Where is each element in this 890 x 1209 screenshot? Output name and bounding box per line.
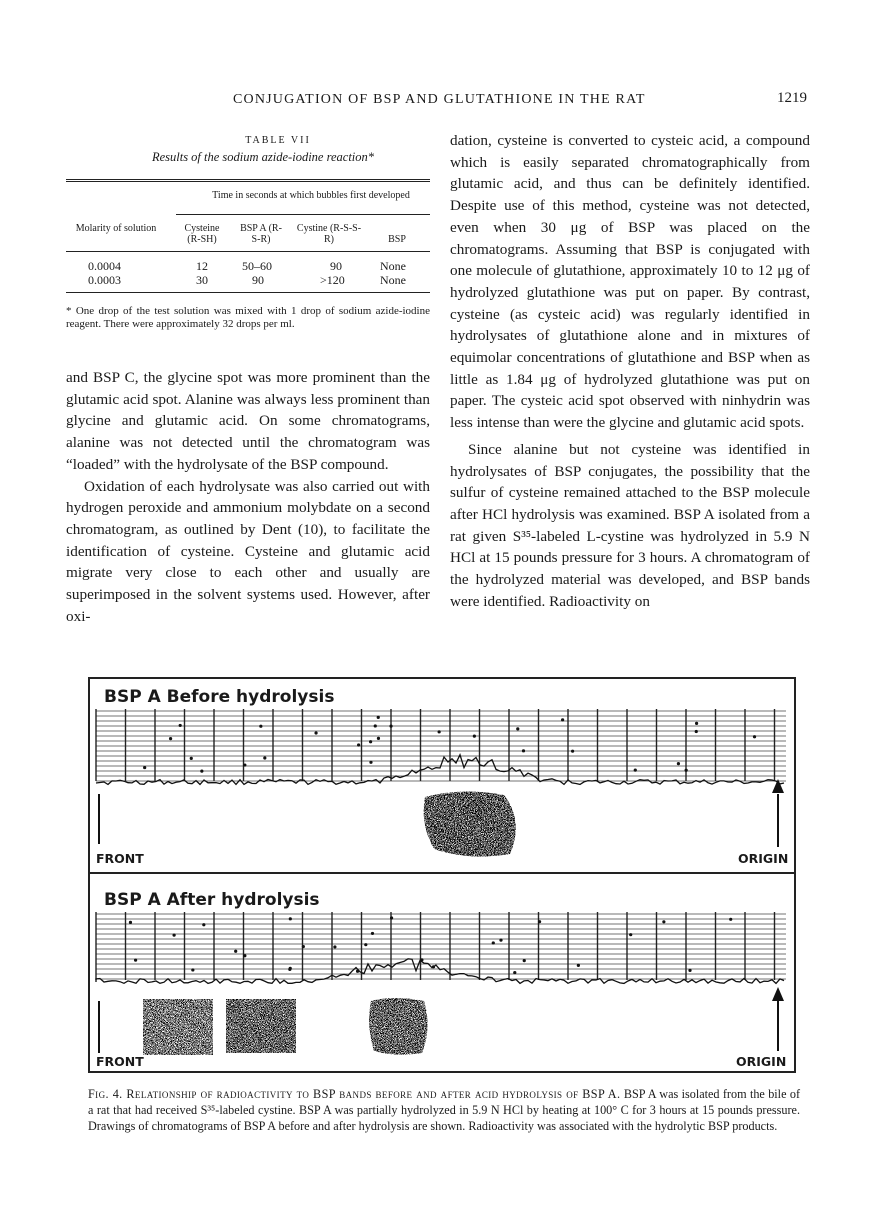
table-col-bsp: BSP bbox=[388, 234, 406, 245]
table-title: Results of the sodium azide-iodine reaction* bbox=[151, 150, 375, 164]
table-cell: 50–60 bbox=[242, 259, 272, 273]
origin-arrow-head bbox=[772, 987, 784, 1001]
right-paragraph-2: Since alanine but not cysteine was identified in hydrolysates of BSP conjugates, the possibility that the sulfur of cysteine remained attached to the BSP molecule after HCl hydrolysis was examined. BSP A isolated from a rat given S³⁵-labeled L-cystine was hydrolyzed in 5.9 N HCl at 15 pounds pressure for 3 hours. A chromatogram of the hydrolyzed material was developed, and BSP bands were identified. Radioactivity on bbox=[450, 440, 810, 610]
panel-bottom-title: BSP A After hydrolysis bbox=[104, 890, 320, 910]
table-vii bbox=[66, 135, 430, 330]
table-cell: >120 bbox=[320, 273, 345, 287]
running-head: CONJUGATION OF BSP AND GLUTATHIONE IN THE RAT bbox=[233, 92, 646, 107]
table-cell: 12 bbox=[196, 259, 208, 273]
radioactive-band bbox=[369, 998, 427, 1055]
origin-label-bottom: ORIGIN bbox=[736, 1054, 787, 1069]
table-col-cystine: Cystine (R-S-S-R) bbox=[296, 223, 362, 245]
panel-top-title: BSP A Before hydrolysis bbox=[104, 687, 335, 707]
table-top-rule-2 bbox=[66, 181, 430, 182]
radioactive-band bbox=[226, 999, 296, 1053]
table-col-bsp-a: BSP A (R-S-R) bbox=[240, 223, 282, 245]
table-footnote: * One drop of the test solution was mixed with 1 drop of sodium azide-iodine reagent. There were approximately 32 drops per ml. bbox=[66, 305, 430, 330]
left-paragraph-2: Oxidation of each hydrolysate was also carried out with hydrogen peroxide and ammonium molybdate on a second chromatogram, as outlined by Dent (10), to facilitate the identification of cysteine. Cysteine and glutamic acid migrate very close to each other and usually are superimposed in the solvent systems used. However, after oxi- bbox=[66, 477, 430, 625]
caption-lead: Fig. 4. Relationship of radioactivity to BSP bands before and after acid hydrolysis of BSP A. bbox=[88, 1087, 621, 1101]
caption-body: BSP A was isolated from the bile of a rat that had received S³⁵-labeled cystine. BSP A was partially hydrolyzed in 5.9 N HCl by heating at 100° C for 3 hours at 15 pounds pressure. Drawings of chromatograms of BSP A before and after hydrolysis are shown. Radioactivity was associated with the hydrolytic BSP products. bbox=[88, 1087, 800, 1133]
table-cell: 0.0003 bbox=[88, 273, 121, 287]
left-paragraph-1: and BSP C, the glycine spot was more prominent than the glutamic acid spot. Alanine was always less prominent than glycine and glutamic acid. On some chromatograms, alanine was not detected until the chromatogram was “loaded” with the hydrolysate of the BSP compound. bbox=[66, 369, 430, 473]
table-cell: None bbox=[380, 273, 406, 287]
table-cell: 90 bbox=[330, 259, 342, 273]
bands-after bbox=[90, 679, 794, 1071]
table-cell: 90 bbox=[252, 273, 264, 287]
table-header-rule bbox=[66, 251, 430, 252]
table-label: TABLE VII bbox=[245, 135, 311, 146]
table-top-rule bbox=[66, 179, 430, 180]
page-number: 1219 bbox=[777, 90, 807, 106]
table-cell: 0.0004 bbox=[88, 259, 121, 273]
table-spanner: Time in seconds at which bubbles first developed bbox=[212, 190, 410, 201]
front-label-top: FRONT bbox=[96, 851, 144, 866]
right-paragraph-1: dation, cysteine is converted to cysteic acid, a compound which is easily separated chromatographically from glutamic acid, and thus can be definitely identified. Despite use of this method, cysteine was not detected, even when 30 μg of BSP was placed on the chromatograms. Assuming that BSP is conjugated with one molecule of glutathione, approximately 10 to 12 μg of hydrolyzed glutathione was put on paper. By contrast, cysteine (as cysteic acid) was regularly identified in hydrolysates of glutathione alone and in mixtures of equimolar concentrations of glutathione and BSP when as little as 1.84 μg of hydrolyzed glutathione was put on paper. The cysteic acid spot observed with ninhydrin was less intense than were the glycine and glutamic acid spots. bbox=[450, 132, 810, 432]
table-bottom-rule bbox=[66, 292, 430, 293]
front-label-bottom: FRONT bbox=[96, 1054, 144, 1069]
table-spanner-rule bbox=[176, 214, 430, 215]
figure-caption bbox=[88, 1086, 800, 1134]
origin-label-top: ORIGIN bbox=[738, 851, 789, 866]
table-cell: None bbox=[380, 259, 406, 273]
figure-4 bbox=[88, 677, 796, 1073]
right-column bbox=[450, 130, 810, 612]
table-col-molarity: Molarity of solution bbox=[75, 223, 157, 234]
table-cell: 30 bbox=[196, 273, 208, 287]
left-column bbox=[66, 367, 430, 627]
table-col-cysteine: Cysteine (R-SH) bbox=[184, 223, 220, 245]
radioactive-band bbox=[143, 999, 213, 1055]
